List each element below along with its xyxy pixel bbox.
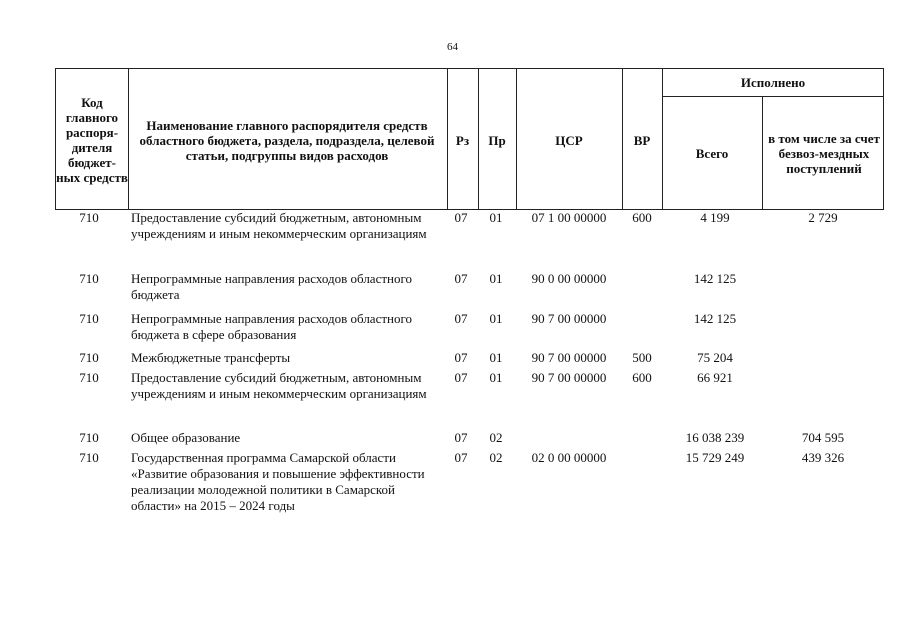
row-free: 439 326 <box>801 450 845 465</box>
row-free: 704 595 <box>801 430 845 445</box>
row-code: 710 <box>79 450 99 465</box>
header-pr: Пр <box>488 132 506 148</box>
row-vr: 500 <box>632 350 652 365</box>
row-vr: 600 <box>632 210 652 225</box>
row-csr: 90 0 00 00000 <box>531 271 607 286</box>
row-name: Непрограммные направления расходов областного бюджета <box>131 271 412 302</box>
table-row <box>55 450 884 536</box>
header-rz: Рз <box>455 132 470 148</box>
row-total: 142 125 <box>693 311 737 326</box>
row-total: 66 921 <box>697 370 733 385</box>
row-pr: 01 <box>489 311 503 326</box>
row-name: Общее образование <box>131 430 241 445</box>
header-code: Код главного распоря-дителя бюджет-ных средств <box>56 95 128 185</box>
row-code: 710 <box>79 311 99 326</box>
header-vr: ВР <box>633 132 651 148</box>
row-name: Предоставление субсидий бюджетным, автономным учреждениям и иным некоммерческим организациям <box>131 370 427 401</box>
row-csr: 07 1 00 00000 <box>531 210 607 225</box>
row-rz: 07 <box>454 271 468 286</box>
row-csr: 90 7 00 00000 <box>531 311 607 326</box>
header-name: Наименование главного распорядителя средств областного бюджета, раздела, подраздела, целевой статьи, подгруппы видов расходов <box>139 117 435 163</box>
row-pr: 02 <box>489 430 503 445</box>
row-pr: 01 <box>489 271 503 286</box>
row-total: 142 125 <box>693 271 737 286</box>
header-csr: ЦСР <box>555 132 583 148</box>
page-number: 64 <box>447 41 458 53</box>
row-total: 15 729 249 <box>685 450 745 465</box>
row-vr: 600 <box>632 370 652 385</box>
row-rz: 07 <box>454 430 468 445</box>
row-name: Непрограммные направления расходов областного бюджета в сфере образования <box>131 311 412 342</box>
row-pr: 01 <box>489 350 503 365</box>
row-rz: 07 <box>454 350 468 365</box>
row-total: 16 038 239 <box>685 430 745 445</box>
row-csr: 90 7 00 00000 <box>531 350 607 365</box>
row-total: 4 199 <box>700 210 730 225</box>
table-row <box>55 311 884 345</box>
row-csr: 02 0 00 00000 <box>531 450 607 465</box>
row-rz: 07 <box>454 210 468 225</box>
row-pr: 01 <box>489 370 503 385</box>
row-code: 710 <box>79 210 99 225</box>
row-rz: 07 <box>454 450 468 465</box>
row-total: 75 204 <box>697 350 733 365</box>
table-row <box>55 210 884 262</box>
row-rz: 07 <box>454 370 468 385</box>
header-executed: Исполнено <box>740 75 806 90</box>
row-pr: 02 <box>489 450 503 465</box>
row-code: 710 <box>79 271 99 286</box>
row-rz: 07 <box>454 311 468 326</box>
header-incl-free: в том числе за счет безвоз-мездных поступлений <box>768 131 880 176</box>
row-name: Предоставление субсидий бюджетным, автономным учреждениям и иным некоммерческим организациям <box>131 210 427 241</box>
row-code: 710 <box>79 430 99 445</box>
table-row <box>55 350 884 368</box>
row-pr: 01 <box>489 210 503 225</box>
row-name: Межбюджетные трансферты <box>131 350 291 365</box>
table-row <box>55 430 884 448</box>
row-free: 2 729 <box>808 210 838 225</box>
table-header <box>55 68 884 210</box>
row-code: 710 <box>79 370 99 385</box>
table-row <box>55 370 884 422</box>
row-code: 710 <box>79 350 99 365</box>
table-row <box>55 271 884 305</box>
row-csr: 90 7 00 00000 <box>531 370 607 385</box>
row-name: Государственная программа Самарской области «Развитие образования и повышение эффективности реализации молодежной политики в Самарской области» на 2015 – 2024 годы <box>131 450 425 513</box>
header-total: Всего <box>695 146 729 161</box>
